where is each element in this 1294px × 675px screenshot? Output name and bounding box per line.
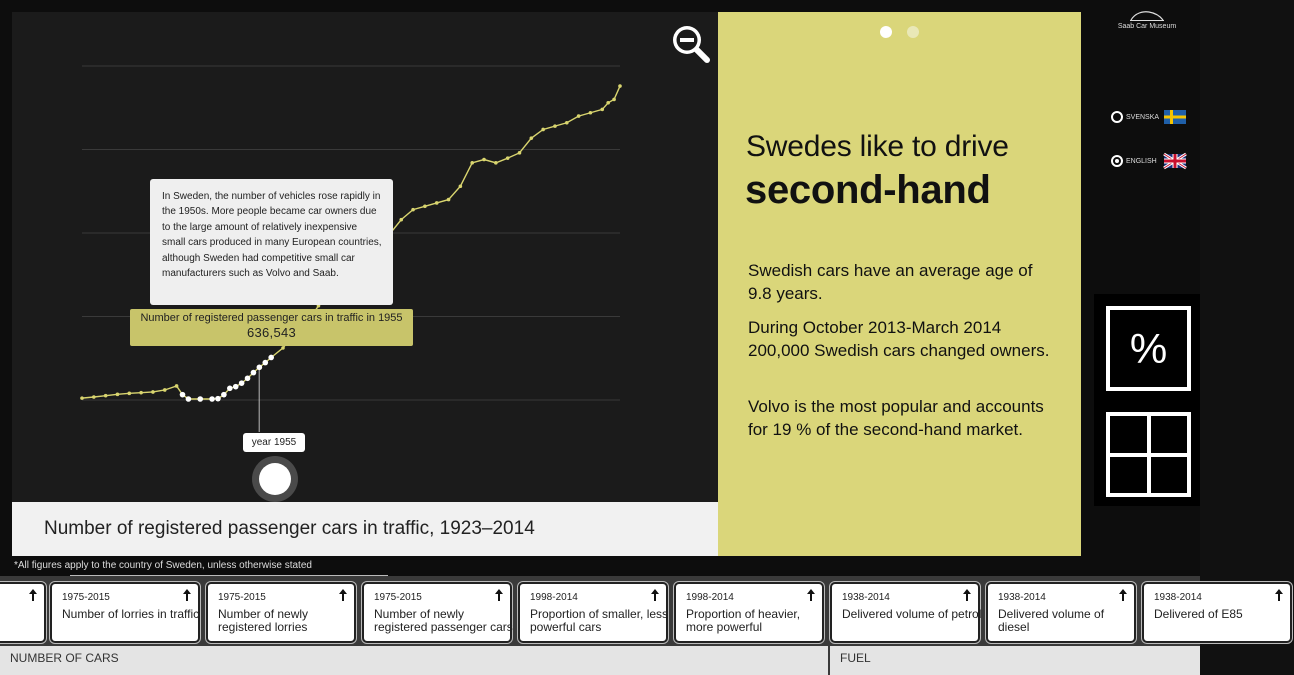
topic-card[interactable]	[518, 582, 668, 643]
topic-card-title: Delivered volume of petrol	[842, 607, 982, 621]
grid-view-button[interactable]	[1106, 412, 1191, 497]
language-option-english[interactable]	[1111, 153, 1186, 169]
data-point[interactable]	[618, 84, 622, 88]
page-dot-1[interactable]	[880, 26, 892, 38]
swedish-flag-icon	[1164, 110, 1186, 124]
data-point[interactable]	[139, 391, 143, 395]
data-point[interactable]	[612, 98, 616, 102]
topic-card-title: Delivered of E85	[1154, 607, 1243, 621]
info-paragraph: Swedish cars have an average age of 9.8 years.	[748, 261, 1033, 303]
arrow-up-icon	[494, 588, 504, 602]
topic-card-title: Number of lorries in traffic	[62, 607, 200, 621]
topic-card-years: 1938-2014	[1154, 592, 1202, 603]
data-point[interactable]	[606, 101, 610, 105]
data-point[interactable]	[104, 394, 108, 398]
data-point[interactable]	[600, 108, 604, 112]
topic-card-title: Proportion of smaller, less powerful cars	[530, 607, 669, 634]
data-point[interactable]	[553, 124, 557, 128]
year-tag: year 1955	[243, 433, 305, 452]
data-point[interactable]	[281, 346, 285, 350]
data-point[interactable]	[163, 388, 167, 392]
topic-card-years: 1938-2014	[842, 592, 890, 603]
data-point[interactable]	[233, 384, 239, 390]
data-point[interactable]	[227, 386, 233, 392]
topic-card-title: Number of newly registered lorries	[218, 607, 309, 634]
topic-card-years: 1975-2015	[374, 592, 422, 603]
data-point[interactable]	[589, 111, 593, 115]
info-paragraph: During October 2013-March 2014 200,000 Swedish cars changed owners.	[748, 318, 1050, 360]
language-option-swedish[interactable]	[1111, 109, 1186, 125]
data-point[interactable]	[482, 158, 486, 162]
data-point[interactable]	[577, 114, 581, 118]
data-point[interactable]	[530, 136, 534, 140]
category-fuel[interactable]: FUEL	[830, 646, 1200, 675]
topic-card-years: 1938-2014	[998, 592, 1046, 603]
data-point[interactable]	[116, 393, 120, 397]
arrow-up-icon	[1118, 588, 1128, 602]
data-point[interactable]	[221, 392, 227, 398]
brand-logo	[1112, 10, 1182, 30]
arrow-up-icon	[806, 588, 816, 602]
data-point[interactable]	[92, 395, 96, 399]
topic-card[interactable]	[206, 582, 356, 643]
data-point[interactable]	[245, 375, 251, 381]
data-point[interactable]	[175, 384, 179, 388]
topic-card[interactable]	[674, 582, 824, 643]
data-point[interactable]	[399, 218, 403, 222]
radio-selected-icon	[1111, 155, 1123, 167]
highlight-label-text: Number of registered passenger cars in traffic in 1955	[140, 312, 403, 324]
topic-card-years: 1975-2015	[62, 592, 110, 603]
data-point[interactable]	[262, 360, 268, 366]
arrow-up-icon	[1274, 588, 1284, 602]
data-point[interactable]	[239, 380, 245, 386]
data-point[interactable]	[180, 392, 186, 398]
percent-view-button[interactable]: %	[1106, 306, 1191, 391]
arrow-up-icon	[650, 588, 660, 602]
data-point[interactable]	[541, 128, 545, 132]
data-point[interactable]	[459, 184, 463, 188]
topic-card-title: Proportion of heavier, more powerful	[686, 607, 801, 634]
data-point[interactable]	[251, 370, 257, 376]
topic-card-title: Delivered volume of diesel	[998, 607, 1105, 634]
data-point[interactable]	[127, 392, 131, 396]
highlight-value-label	[130, 309, 413, 346]
language-label: ENGLISH	[1126, 157, 1157, 165]
data-point[interactable]	[151, 390, 155, 394]
category-number-of-cars[interactable]: NUMBER OF CARS	[0, 646, 828, 675]
data-point[interactable]	[215, 396, 221, 402]
zoom-out-icon[interactable]	[669, 22, 711, 64]
data-point[interactable]	[565, 121, 569, 125]
info-title-emphasis: second-hand	[745, 168, 991, 212]
topic-card-years: 1998-2014	[530, 592, 578, 603]
topic-card-years: 1975-2015	[218, 592, 266, 603]
arrow-up-icon	[338, 588, 348, 602]
data-point[interactable]	[411, 208, 415, 212]
highlight-value: 636,543	[246, 325, 297, 340]
highlighted-data-point[interactable]	[268, 355, 274, 361]
footnote: *All figures apply to the country of Sweden, unless otherwise stated	[14, 560, 312, 571]
topic-card[interactable]	[50, 582, 200, 643]
page-dot-2[interactable]	[907, 26, 919, 38]
data-point[interactable]	[494, 161, 498, 165]
data-point[interactable]	[197, 396, 203, 402]
data-point[interactable]	[518, 151, 522, 155]
data-point[interactable]	[186, 396, 192, 402]
data-point[interactable]	[506, 156, 510, 160]
topic-card[interactable]	[986, 582, 1136, 643]
data-point[interactable]	[435, 201, 439, 205]
chart-caption: Number of registered passenger cars in traffic, 1923–2014	[12, 502, 718, 556]
brand-name: Saab Car Museum	[1117, 23, 1177, 30]
uk-flag-icon	[1164, 154, 1186, 168]
info-title: Swedes like to drive	[746, 130, 1009, 163]
data-point[interactable]	[80, 396, 84, 400]
topic-card-title	[0, 608, 48, 621]
data-point[interactable]	[470, 161, 474, 165]
data-point[interactable]	[257, 364, 263, 370]
car-logo-icon	[1129, 10, 1165, 22]
data-point[interactable]	[423, 204, 427, 208]
arrow-up-icon	[182, 588, 192, 602]
data-point[interactable]	[209, 396, 215, 402]
info-paragraph: Volvo is the most popular and accounts for 19 % of the second-hand market.	[748, 397, 1044, 439]
topic-card[interactable]	[0, 582, 46, 643]
topic-card[interactable]	[362, 582, 512, 643]
data-point[interactable]	[447, 198, 451, 202]
arrow-up-icon	[28, 588, 38, 602]
language-label: SVENSKA	[1126, 113, 1160, 121]
topic-card[interactable]	[1142, 582, 1292, 643]
year-slider-handle[interactable]	[252, 456, 298, 502]
radio-icon	[1111, 111, 1123, 123]
topic-card-title: Number of newly registered passenger cars	[374, 607, 513, 634]
arrow-up-icon	[962, 588, 972, 602]
chart-callout: In Sweden, the number of vehicles rose rapidly in the 1950s. More people became car owners due to the large amount of relatively inexpensive small cars produced in many European countries, although Sweden had competitive small car manufacturers such as Volvo and Saab.	[150, 179, 393, 305]
topic-card[interactable]	[830, 582, 980, 643]
info-panel	[718, 12, 1081, 556]
topic-card-years: 1998-2014	[686, 592, 734, 603]
